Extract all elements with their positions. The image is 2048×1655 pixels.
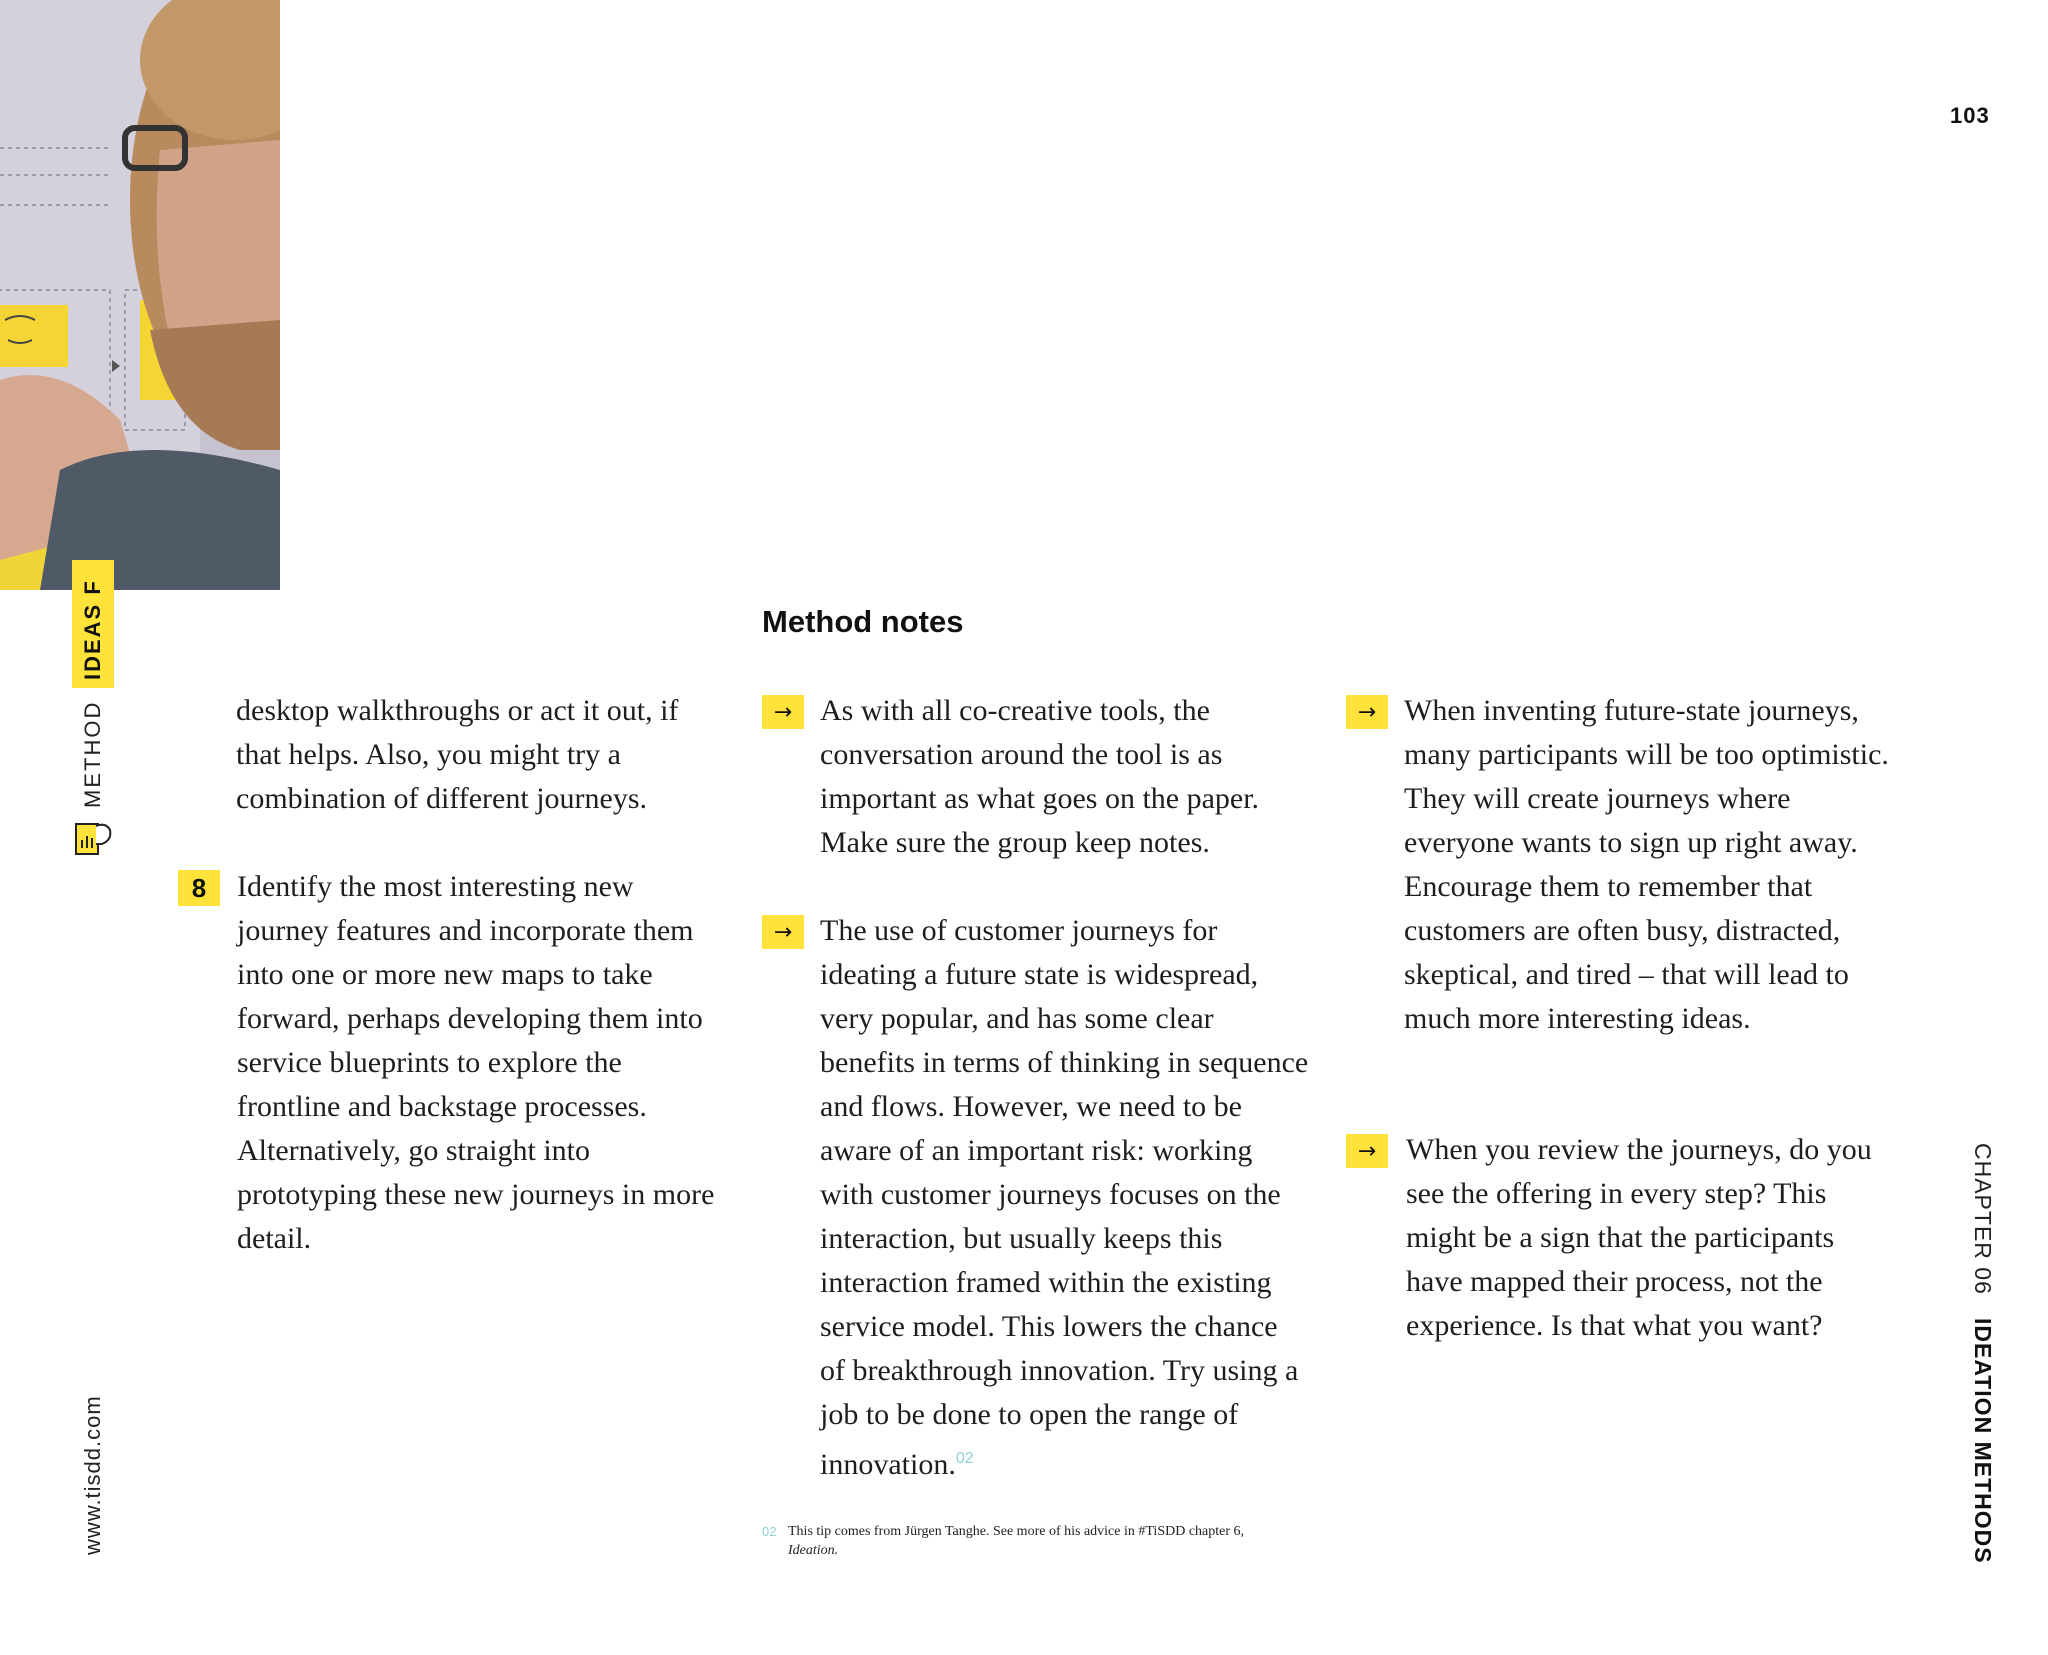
arrow-right-icon: →: [773, 699, 793, 725]
arrow-right-icon: →: [773, 919, 793, 945]
note-3: [1404, 689, 1894, 1041]
step-paragraph: Identify the most interesting new journey features and incorporate them into one or more new maps to take forward, perhaps developing them into service blueprints to explore the frontline and backstage processes. Alternatively, go straight into prototyping these new journeys in more detail.: [237, 870, 715, 1255]
note-arrow-4: [1346, 1134, 1388, 1168]
section-method-label: METHOD: [80, 700, 105, 808]
footnote-number: 02: [762, 1524, 777, 1539]
continued-paragraph: desktop walkthroughs or act it out, if that helps. Also, you might try a combination of different journeys.: [236, 694, 679, 815]
footnote-text: This tip comes from Jürgen Tanghe. See more of his advice in #TiSDD chapter 6, Ideation.: [788, 1524, 1245, 1558]
arrow-right-icon: →: [1357, 1138, 1377, 1164]
website-url: www.tisdd.com: [80, 1395, 105, 1555]
note-arrow-1: [762, 695, 804, 729]
arrow-right-icon: →: [1357, 699, 1377, 725]
method-notes-heading: Method notes: [762, 604, 964, 639]
method-hand-icon: [74, 818, 114, 858]
note-4-text: When you review the journeys, do you see the offering in every step? This might be a sign that the participants have mapped their process, not the experience. Is that what you want?: [1406, 1133, 1872, 1342]
chapter-label: CHAPTER 06: [1970, 1143, 1996, 1295]
left-sidebar: [0, 560, 160, 1560]
note-3-text: When inventing future-state journeys, many participants will be too optimistic. They will create journeys where everyone wants to sign up right away. Encourage them to remember that customers are often busy, distracted, skeptical, and tired – that will lead to much more interesting ideas.: [1404, 694, 1889, 1035]
note-arrow-2: [762, 915, 804, 949]
left-column: [236, 689, 716, 821]
step-8-paragraph-wrap: [237, 865, 717, 1261]
note-2-text: The use of customer journeys for ideating a future state is widespread, very popular, and has some clear benefits in terms of thinking in sequence and flows. However, we need to be aware of an important risk: working with customer journeys focuses on the interaction, but usually keeps this interaction framed within the existing service model. This lowers the chance of breakthrough innovation. Try using a job to be done to open the range of innovation.$^{02}$: [820, 914, 1309, 1481]
note-arrow-3: [1346, 695, 1388, 729]
footnote: [762, 1522, 1282, 1560]
section-ideas-label: IDEAS F: [80, 579, 105, 680]
note-4: [1406, 1128, 1896, 1348]
workshop-photo: [0, 0, 280, 590]
note-2: [820, 909, 1310, 1487]
step-number-badge: 8: [178, 870, 220, 906]
note-1: [820, 689, 1310, 865]
note-1-text: As with all co-creative tools, the conversation around the tool is as important as what goes on the paper. Make sure the group keep notes.: [820, 694, 1260, 859]
page-number: 103: [1950, 103, 1990, 128]
footnote-ref[interactable]: 02: [955, 1450, 974, 1467]
chapter-title: IDEATION METHODS: [1970, 1318, 1996, 1564]
